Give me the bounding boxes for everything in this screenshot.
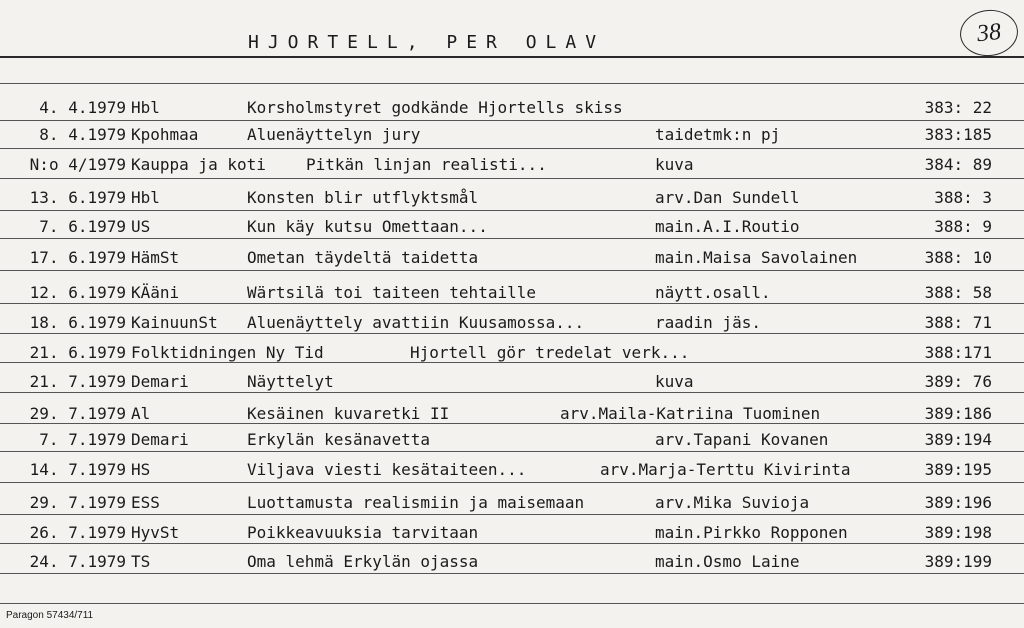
entry-date: 29. 7.1979 <box>29 493 126 512</box>
entry-title: Hjortell gör tredelat verk... <box>410 343 690 362</box>
entry-title: Korsholmstyret godkände Hjortells skiss <box>247 98 623 117</box>
entry-row <box>0 152 1024 178</box>
entry-date: 14. 7.1979 <box>29 460 126 479</box>
entry-source: US <box>131 217 151 236</box>
entry-title: Näyttelyt <box>247 372 334 391</box>
entry-date: 7. 7.1979 <box>39 430 126 449</box>
entry-title: Ometan täydeltä taidetta <box>247 248 479 267</box>
entry-reference: 388: 58 <box>924 283 992 302</box>
entry-date: 26. 7.1979 <box>29 523 126 542</box>
entry-date: 18. 6.1979 <box>29 313 126 332</box>
entry-role: näytt.osall. <box>655 283 771 302</box>
entry-title: Viljava viesti kesätaiteen... <box>247 460 527 479</box>
entry-title: Konsten blir utflyktsmål <box>247 188 479 207</box>
entry-date: 24. 7.1979 <box>29 552 126 571</box>
entry-role: arv.Mika Suvioja <box>655 493 810 512</box>
entry-role: arv.Maila-Katriina Tuominen <box>560 404 821 423</box>
entry-source: Hbl <box>131 98 160 117</box>
entry-reference: 388:171 <box>924 343 992 362</box>
entry-reference: 389:194 <box>924 430 992 449</box>
ruled-line <box>0 148 1024 149</box>
entry-role: main.A.I.Routio <box>655 217 800 236</box>
entry-role: arv.Tapani Kovanen <box>655 430 829 449</box>
entry-reference: 383: 22 <box>924 98 992 117</box>
entry-row <box>0 310 1024 336</box>
entry-source: Kpohmaa <box>131 125 199 144</box>
entry-role: main.Maisa Savolainen <box>655 248 858 267</box>
entry-reference: 383:185 <box>924 125 992 144</box>
entry-source: Kauppa ja koti <box>131 155 266 174</box>
entry-reference: 389:196 <box>924 493 992 512</box>
entry-source: ESS <box>131 493 160 512</box>
entry-title: Erkylän kesänavetta <box>247 430 431 449</box>
entry-reference: 384: 89 <box>924 155 992 174</box>
entry-row <box>0 95 1024 121</box>
card-title: HJORTELL, PER OLAV <box>248 32 606 53</box>
entry-role: kuva <box>655 155 694 174</box>
entry-date: 17. 6.1979 <box>29 248 126 267</box>
entry-source: HyvSt <box>131 523 180 542</box>
entry-source: Folktidningen Ny Tid <box>131 343 324 362</box>
entry-row <box>0 549 1024 575</box>
entry-role: raadin jäs. <box>655 313 761 332</box>
entry-source: HämSt <box>131 248 180 267</box>
entry-row <box>0 369 1024 395</box>
entry-date: 4. 4.1979 <box>39 98 126 117</box>
entry-reference: 389:186 <box>924 404 992 423</box>
entry-row <box>0 122 1024 148</box>
entry-reference: 389: 76 <box>924 372 992 391</box>
entry-title: Kesäinen kuvaretki II <box>247 404 450 423</box>
printer-imprint: Paragon 57434/711 <box>6 610 94 621</box>
entry-source: Demari <box>131 372 189 391</box>
header-rule <box>0 56 1024 58</box>
entry-title: Kun käy kutsu Omettaan... <box>247 217 488 236</box>
entry-reference: 389:195 <box>924 460 992 479</box>
entry-row <box>0 185 1024 211</box>
entry-title: Poikkeavuuksia tarvitaan <box>247 523 479 542</box>
card-number-stamp: 38 <box>958 7 1020 59</box>
entry-source: HS <box>131 460 151 479</box>
entry-reference: 388: 71 <box>924 313 992 332</box>
entry-row <box>0 427 1024 453</box>
entry-row <box>0 214 1024 240</box>
entry-date: 29. 7.1979 <box>29 404 126 423</box>
entry-source: Al <box>131 404 151 423</box>
entry-role: main.Osmo Laine <box>655 552 800 571</box>
entry-source: KainuunSt <box>131 313 218 332</box>
ruled-line <box>0 83 1024 84</box>
entry-reference: 388: 3 <box>934 188 992 207</box>
entry-reference: 389:199 <box>924 552 992 571</box>
entry-role: main.Pirkko Ropponen <box>655 523 848 542</box>
entry-row <box>0 401 1024 427</box>
entry-date: N:o 4/1979 <box>29 155 126 174</box>
entry-title: Pitkän linjan realisti... <box>306 155 547 174</box>
entry-row <box>0 280 1024 306</box>
entry-row <box>0 520 1024 546</box>
entry-role: arv.Marja-Terttu Kivirinta <box>600 460 851 479</box>
entry-reference: 388: 9 <box>934 217 992 236</box>
entry-title: Aluenäyttely avattiin Kuusamossa... <box>247 313 585 332</box>
entry-row <box>0 340 1024 366</box>
entry-reference: 389:198 <box>924 523 992 542</box>
entry-role: taidetmk:n pj <box>655 125 781 144</box>
entry-title: Oma lehmä Erkylän ojassa <box>247 552 479 571</box>
entry-role: arv.Dan Sundell <box>655 188 800 207</box>
entry-title: Luottamusta realismiin ja maisemaan <box>247 493 585 512</box>
entry-date: 8. 4.1979 <box>39 125 126 144</box>
entry-source: Demari <box>131 430 189 449</box>
entry-row <box>0 457 1024 483</box>
ruled-line <box>0 178 1024 179</box>
entry-source: TS <box>131 552 151 571</box>
ruled-line <box>0 603 1024 604</box>
entry-row <box>0 245 1024 271</box>
entry-title: Wärtsilä toi taiteen tehtaille <box>247 283 536 302</box>
entry-role: kuva <box>655 372 694 391</box>
entry-date: 13. 6.1979 <box>29 188 126 207</box>
entry-source: KÄäni <box>131 283 180 302</box>
entry-date: 7. 6.1979 <box>39 217 126 236</box>
entry-date: 12. 6.1979 <box>29 283 126 302</box>
entry-reference: 388: 10 <box>924 248 992 267</box>
entry-date: 21. 6.1979 <box>29 343 126 362</box>
entry-row <box>0 490 1024 516</box>
entry-title: Aluenäyttelyn jury <box>247 125 421 144</box>
entry-date: 21. 7.1979 <box>29 372 126 391</box>
entry-source: Hbl <box>131 188 160 207</box>
